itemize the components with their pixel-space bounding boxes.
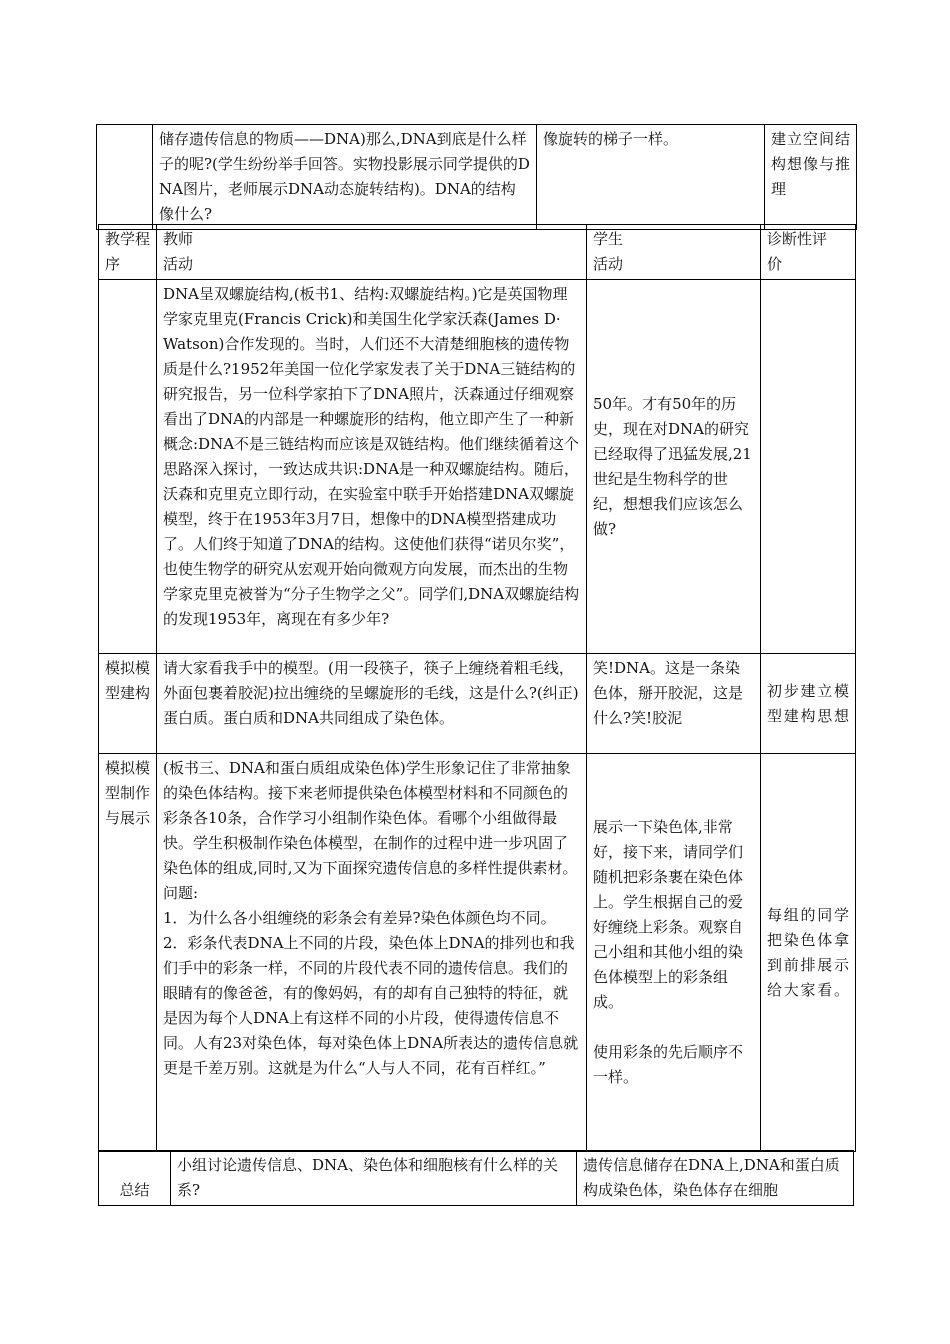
student-paragraph: 展示一下染色体,非常好，接下来，请同学们随机把彩条裹在染色体上。学生根据自己的爱好缠绕上彩条。观察自己小组和其他小组的染色体模型上的彩条组成。	[593, 818, 744, 1011]
student-activity-cell: 50年。才有50年的历史，现在对DNA的研究已经取得了迅猛发展,21世纪是生物科学的世纪，想想我们应该怎么做?	[587, 280, 761, 654]
procedure-cell	[99, 280, 157, 654]
table-row	[99, 280, 856, 654]
header-row	[99, 225, 856, 280]
lesson-plan-table	[98, 224, 856, 1152]
table-row	[99, 754, 856, 1152]
student-paragraph-2: 使用彩条的先后顺序不一样。	[593, 1043, 744, 1086]
evaluation-cell	[761, 280, 856, 654]
teacher-activity-cell: 储存遗传信息的物质——DNA)那么,DNA到底是什么样子的呢?(学生纷纷举手回答。实物投影展示同学提供的DNA图片，老师展示DNA动态旋转结构)。DNA的结构像什么?	[153, 125, 537, 230]
evaluation-cell: 每组的同学把染色体拿到前排展示给大家看。	[761, 754, 856, 1152]
table-row	[99, 654, 856, 754]
question-1: 1．为什么各小组缠绕的彩条会有差异?染色体颜色均不同。	[163, 909, 556, 927]
student-activity-cell: 遗传信息储存在DNA上,DNA和蛋白质构成染色体，染色体存在细胞	[577, 1151, 854, 1206]
teacher-activity-cell	[157, 754, 587, 1152]
header-procedure: 教学程序	[99, 225, 157, 280]
summary-table	[98, 1150, 854, 1206]
teacher-activity-cell: DNA呈双螺旋结构,(板书1、结构:双螺旋结构。)它是英国物理学家克里克(Francis Crick)和美国生化学家沃森(James D· Watson)合作发现的。当时，人们还不大清楚细胞核的遗传物质是什么?1952年美国一位化学家发表了关于DNA三链结构的研究报告，另一位科学家拍下了DNA照片，沃森通过仔细观察看出了DNA的内部是一种螺旋形的结构，他立即产生了一种新概念:DNA不是三链结构而应该是双链结构。他们继续循着这个思路深入探讨，一致达成共识:DNA是一种双螺旋结构。随后，沃森和克里克立即行动，在实验室中联手开始搭建DNA双螺旋模型，终于在1953年3月7日，想像中的DNA模型搭建成功了。人们终于知道了DNA的结构。这使他们获得“诺贝尔奖”，也使生物学的研究从宏观开始向微观方向发展，而杰出的生物学家克里克被誉为“分子生物学之父”。同学们,DNA双螺旋结构的发现1953年，离现在有多少年?	[157, 280, 587, 654]
table-row	[99, 1151, 854, 1206]
student-activity-cell: 像旋转的梯子一样。	[537, 125, 765, 230]
question-2: 2．彩条代表DNA上不同的片段，染色体上DNA的排列也和我们手中的彩条一样，不同的片段代表不同的遗传信息。我们的眼睛有的像爸爸，有的像妈妈，有的却有自己独特的特征，就是因为每个人DNA上有这样不同的小片段，使得遗传信息不同。人有23对染色体，每对染色体上DNA所表达的遗传信息就更是千差万别。这就是为什么“人与人不同，花有百样红。”	[163, 934, 579, 1077]
student-activity-cell: 笑!DNA。这是一条染色体，掰开胶泥，这是什么?笑!胶泥	[587, 654, 761, 754]
continuation-table	[96, 124, 857, 230]
procedure-cell: 模拟模型制作与展示	[99, 754, 157, 1152]
teacher-activity-cell: 请大家看我手中的模型。(用一段筷子，筷子上缠绕着粗毛线，外面包裹着胶泥)拉出缠绕的呈螺旋形的毛线，这是什么?(纠正)蛋白质。蛋白质和DNA共同组成了染色体。	[157, 654, 587, 754]
evaluation-cell: 初步建立模型建构思想	[761, 654, 856, 754]
header-teacher: 教师活动	[157, 225, 587, 280]
teacher-paragraph: (板书三、DNA和蛋白质组成染色体)学生形象记住了非常抽象的染色体结构。接下来老师提供染色体模型材料和不同颜色的彩条各10条，合作学习小组制作染色体。看哪个小组做得最快。学生积极制作染色体模型，在制作的过程中进一步巩固了染色体的组成,同时,又为下面探究遗传信息的多样性提供素材。	[163, 759, 578, 877]
header-student: 学生活动	[587, 225, 761, 280]
table-row	[97, 125, 857, 230]
teacher-activity-cell: 小组讨论遗传信息、DNA、染色体和细胞核有什么样的关系?	[171, 1151, 577, 1206]
evaluation-cell: 建立空间结构想像与推理	[765, 125, 857, 230]
procedure-cell: 总结	[99, 1151, 171, 1206]
question-heading: 问题:	[163, 884, 199, 902]
procedure-cell: 模拟模型建构	[99, 654, 157, 754]
procedure-cell	[97, 125, 153, 230]
header-evaluation: 诊断性评价	[761, 225, 856, 280]
student-activity-cell	[587, 754, 761, 1152]
